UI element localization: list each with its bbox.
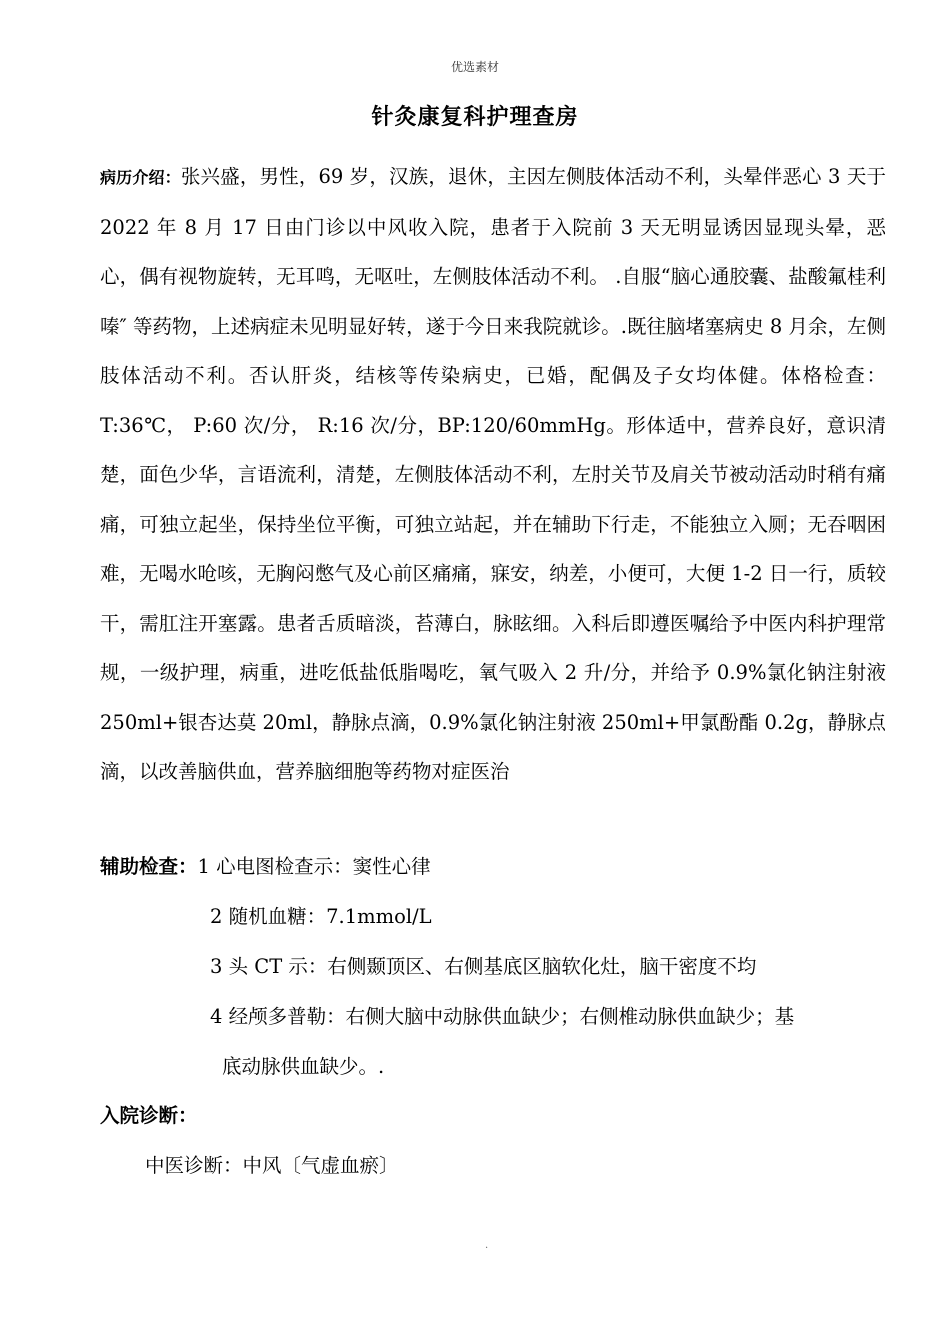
- aux-exam-item-3: 3 头 CT 示：右侧颞顶区、右侧基底区脑软化灶，脑干密度不均: [210, 955, 757, 978]
- aux-exam-item-1: 1 心电图检查示：窦性心律: [197, 855, 431, 878]
- case-history-text: 张兴盛，男性，69 岁，汉族，退休，主因左侧肢体活动不利，头晕伴恶心 3 天于 2022 年 8 月 17 日由门诊以中风收入院，患者于入院前 3 天无明显诱因显现头晕，恶心，偶有视物旋转，无耳鸣，无呕吐，左侧肢体活动不利。 .自服“脑心通胶囊、盐酸氟桂利嗪″ 等药物，上述病症未见明显好转，遂于今日来我院就诊。.既往脑堵塞病史 8 月余，左侧肢体活动不利。否认肝炎，结核等传染病史，已婚，配偶及子女均体健。体格检查：T:36℃， P:60 次/分， R:16 次/分，BP:120/60mmHg。形体适中，营养良好，意识清楚，面色少华，言语流利，清楚，左侧肢体活动不利，左肘关节及肩关节被动活动时稍有痛痛，可独立起坐，保持坐位平衡，可独立站起，并在辅助下行走，不能独立入厕；无吞咽困难，无喝水呛咳，无胸闷憋气及心前区痛痛，寐安，纳差，小便可，大便 1-2 日一行，质较干，需肛注开塞露。患者舌质暗淡，苔薄白，脉眩细。入科后即遵医嘱给予中医内科护理常规，一级护理，病重，进吃低盐低脂喝吃，氧气吸入 2 升/分，并给予 0.9%氯化钠注射液 250ml+银杏达莫 20ml，静脉点滴，0.9%氯化钠注射液 250ml+甲氯酚酯 0.2g，静脉点滴，以改善脑供血，营养脑细胞等药物对症医治: [100, 165, 886, 783]
- case-history-label: 病历介绍：: [100, 168, 181, 187]
- case-history-paragraph: [100, 152, 886, 797]
- aux-exam-line-1: [100, 852, 431, 882]
- aux-exam-label: 辅助检查：: [100, 855, 198, 878]
- tcm-diagnosis: 中医诊断：中风〔气虚血瘀〕: [145, 1154, 399, 1177]
- footer-mark: .: [485, 1240, 489, 1251]
- aux-exam-item-4: 4 经颅多普勒：右侧大脑中动脉供血缺少；右侧椎动脉供血缺少；基: [210, 1005, 795, 1028]
- page-title: 针灸康复科护理查房: [371, 105, 579, 130]
- admission-diagnosis-label: 入院诊断：: [100, 1104, 198, 1127]
- header-watermark: 优选素材: [450, 60, 499, 74]
- aux-exam-item-2: 2 随机血糖：7.1mmol/L: [210, 905, 432, 928]
- aux-exam-item-4-continued: 底动脉供血缺少。.: [222, 1055, 385, 1078]
